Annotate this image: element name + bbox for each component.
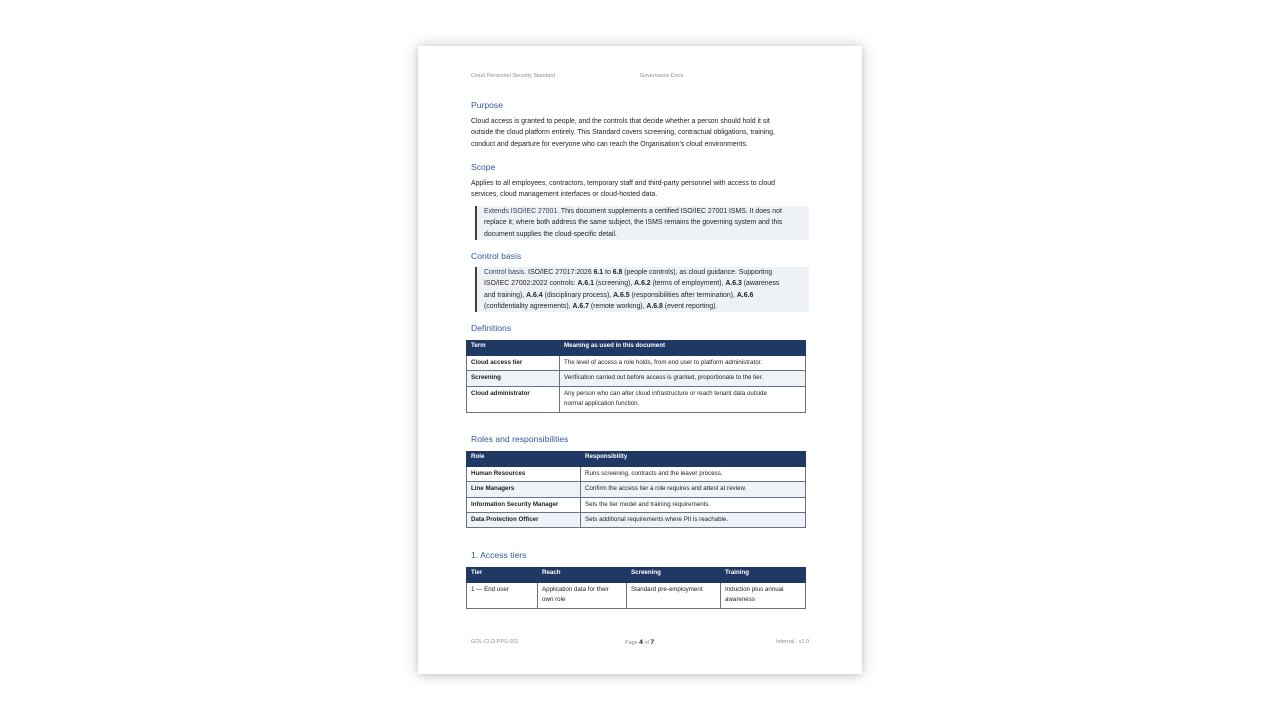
callout-text: document supplies the cloud-specific detail. <box>484 230 617 238</box>
reach-line: own role <box>542 596 566 604</box>
term-cell: Cloud access tier <box>467 356 560 371</box>
callout-text: and training), <box>484 291 527 299</box>
table-row <box>467 371 806 386</box>
control-ref: A.6.1 <box>577 280 594 288</box>
control-ref: 6.1 <box>593 269 604 276</box>
control-ref: A.6.6 <box>736 291 754 299</box>
document-id: GOL-CLD-PPS-001 <box>471 639 519 645</box>
role-cell: Information Security Manager <box>467 497 581 512</box>
callout-text: ISO/IEC 27002:2022 controls: <box>484 280 578 288</box>
screening-cell: Standard pre-employment <box>627 583 721 609</box>
table-row <box>467 482 806 497</box>
term-cell: Screening <box>467 371 560 386</box>
reach-line: Application data for their <box>542 586 609 593</box>
page-label: Page <box>625 640 640 646</box>
scope-line: Applies to all employees, contractors, temporary staff and third-party personnel with access to cloud <box>471 180 775 187</box>
heading-definitions: Definitions <box>471 323 512 333</box>
column-header: Role <box>467 452 581 467</box>
callout-text: (awareness <box>741 280 780 288</box>
heading-purpose: Purpose <box>471 100 504 110</box>
column-header: Meaning as used in this document <box>560 341 806 356</box>
role-cell: Human Resources <box>467 467 581 482</box>
callout-text: (event reporting). <box>662 302 718 310</box>
extends-iso-callout <box>475 206 809 240</box>
responsibility-cell: Confirm the access tier a role requires and attest at review. <box>581 482 806 497</box>
definitions-table <box>466 340 806 413</box>
callout-text: (confidentiality agreements), <box>484 302 573 310</box>
callout-text: (terms of employment), <box>650 280 726 288</box>
meaning-line: normal application function. <box>564 399 640 407</box>
control-ref: A.6.2 <box>634 280 651 288</box>
column-header: Training <box>721 568 806 583</box>
purpose-paragraph <box>471 116 811 150</box>
running-header-center: Governance Docs <box>640 73 684 79</box>
column-header: Reach <box>538 568 627 583</box>
column-header: Tier <box>467 568 538 583</box>
heading-access-tiers: 1. Access tiers <box>471 550 527 560</box>
column-header: Responsibility <box>581 452 806 467</box>
callout-text: ISO/IEC 27017:2026 <box>526 269 594 276</box>
training-line: Induction plus annual <box>725 586 784 593</box>
meaning-cell: Verification carried out before access is granted, proportionate to the tier. <box>560 371 806 386</box>
meaning-cell <box>560 386 806 412</box>
column-header: Screening <box>627 568 721 583</box>
heading-scope: Scope <box>471 162 496 172</box>
classification-version: Internal · v1.0 <box>776 639 809 645</box>
scope-paragraph <box>471 178 811 201</box>
table-row <box>467 497 806 512</box>
access-tiers-table <box>466 567 806 609</box>
total-pages: 7 <box>650 639 655 646</box>
callout-text: (remote working), <box>588 302 647 310</box>
callout-text: This document supplements a certified ISO/IEC 27001 ISMS. It does not <box>559 208 782 215</box>
table-row <box>467 512 806 527</box>
current-page: 4 <box>639 639 643 646</box>
purpose-line: conduct and departure for everyone who can reach the Organisation’s cloud environments. <box>471 140 748 148</box>
reach-cell <box>538 583 627 609</box>
purpose-line: Cloud access is granted to people, and the controls that decide whether a person should hold it sit <box>471 118 770 125</box>
column-header: Term <box>467 341 560 356</box>
callout-text: (disciplinary process), <box>542 291 614 299</box>
control-ref: 6.8 <box>612 269 623 276</box>
table-row <box>467 386 806 412</box>
tier-cell: 1 — End user <box>467 583 538 609</box>
control-ref: A.6.8 <box>646 302 663 310</box>
heading-roles: Roles and responsibilities <box>471 434 569 444</box>
responsibility-cell: Sets additional requirements where PII is reachable. <box>581 512 806 527</box>
callout-text: (people controls), as cloud guidance. Supporting <box>622 269 773 276</box>
roles-table <box>466 451 806 528</box>
document-page <box>418 46 862 674</box>
heading-control-basis: Control basis <box>471 251 522 261</box>
scope-line: services, cloud management interfaces or cloud-hosted data. <box>471 191 658 199</box>
role-cell: Line Managers <box>467 482 581 497</box>
callout-lead: Extends ISO/IEC 27001. <box>484 208 560 215</box>
page-label: of <box>642 640 651 646</box>
meaning-cell: The level of access a role holds, from end user to platform administrator. <box>560 356 806 371</box>
training-line: awareness <box>725 596 755 604</box>
control-ref: A.6.4 <box>526 291 543 299</box>
role-cell: Data Protection Officer <box>467 512 581 527</box>
callout-text: (responsibilities after termination), <box>629 291 737 299</box>
table-row <box>467 467 806 482</box>
meaning-line: Any person who can alter cloud infrastructure or reach tenant data outside <box>564 389 767 397</box>
callout-lead: Control basis. <box>484 269 527 276</box>
control-ref: A.6.5 <box>613 291 630 299</box>
purpose-line: outside the cloud platform entirely. This Standard covers screening, contractual obligations, training, <box>471 129 775 137</box>
callout-text: replace it; where both address the same subject, the ISMS remains the governing system and this <box>484 219 783 227</box>
responsibility-cell: Runs screening, contracts and the leaver process. <box>581 467 806 482</box>
control-ref: A.6.3 <box>725 280 742 288</box>
callout-text: to <box>603 269 613 276</box>
training-cell <box>721 583 806 609</box>
term-cell: Cloud administrator <box>467 386 560 412</box>
running-header-title: Cloud Personnel Security Standard <box>471 73 556 79</box>
table-row <box>467 356 806 371</box>
control-ref: A.6.7 <box>572 302 589 310</box>
page-number <box>625 639 654 646</box>
callout-text: (screening), <box>593 280 635 288</box>
control-basis-callout <box>475 267 809 312</box>
table-row <box>467 583 806 609</box>
responsibility-cell: Sets the tier model and training requirements. <box>581 497 806 512</box>
